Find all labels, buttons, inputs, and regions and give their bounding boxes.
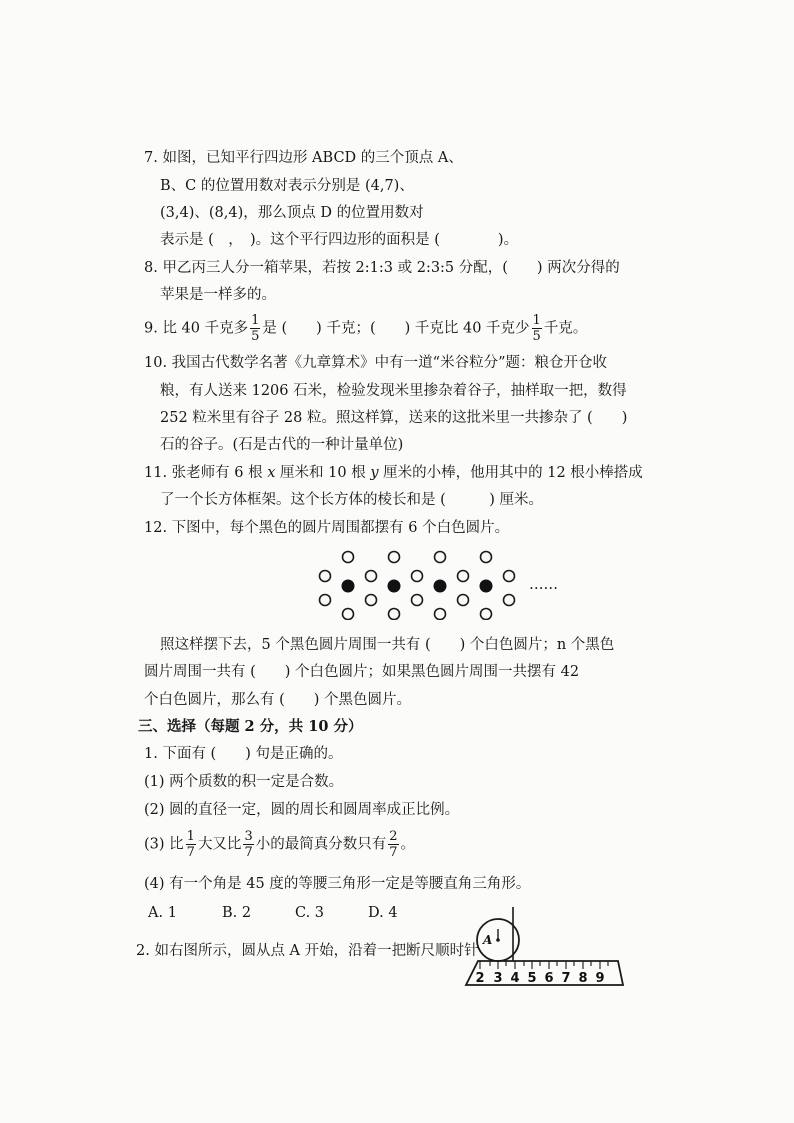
section-3-title: 三、选择（每题 2 分，共 10 分）: [138, 718, 363, 735]
s1-stem: 1. 下面有 ( ) 句是正确的。: [144, 746, 343, 762]
svg-text:A: A: [483, 933, 493, 947]
q9-text-3: 千克。: [543, 320, 588, 337]
ruler-digit: 4: [510, 971, 520, 986]
q12-line-3: 圆片周围一共有 ( ) 个白色圆片；如果黑色圆片周围一共摆有 42: [144, 664, 580, 680]
fraction-1-7: $\frac{1}{7}$: [186, 829, 195, 860]
fraction-3-7: $\frac{3}{7}$: [244, 829, 253, 860]
q7-line-4: 表示是 ( ， )。这个平行四边形的面积是 ( )。: [160, 232, 519, 248]
s1-option-4: (4) 有一个角是 45 度的等腰三角形一定是等腰直角三角形。: [144, 876, 531, 892]
q9-text-1: 9. 比 40 千克多: [144, 320, 249, 337]
q7-line-2: B、C 的位置用数对表示分别是 (4,7)、: [160, 178, 414, 194]
choice-c: C. 3: [295, 905, 325, 921]
fraction-2-7: $\frac{2}{7}$: [389, 829, 398, 860]
var-y: y: [370, 465, 379, 481]
ruler-digit: 6: [544, 971, 554, 986]
q9-text-2: 是 ( ) 千克；( ) 千克比 40 千克少: [262, 320, 530, 337]
ruler-digit: 5: [527, 971, 537, 986]
q10-line-4: 石的谷子。(石是古代的一种计量单位): [160, 437, 404, 453]
s1-option-3: (3) 比 $\frac{1}{7}$ 大又比 $\frac{3}{7}$ 小的最简真分数只有 $\frac{2}{7}$ 。: [144, 829, 415, 860]
q11-line-2: 了一个长方体框架。这个长方体的棱长和是 ( ) 厘米。: [160, 492, 544, 508]
q12-line-1: 12. 下图中，每个黑色的圆片周围都摆有 6 个白色圆片。: [144, 520, 510, 536]
q12-line-4: 个白色圆片，那么有 ( ) 个黑色圆片。: [144, 692, 412, 708]
choice-a: A. 1: [148, 905, 177, 921]
q12-line-2: 照这样摆下去，5 个黑色圆片周围一共有 ( ) 个白色圆片；n 个黑色: [160, 637, 615, 653]
s1-option-2: (2) 圆的直径一定，圆的周长和圆周率成正比例。: [144, 802, 460, 818]
ruler-digit: 7: [561, 971, 571, 986]
ruler-digit: 2: [475, 971, 485, 986]
q8-line-1: 8. 甲乙丙三人分一箱苹果，若按 2:1:3 或 2:3:5 分配，( ) 两次分得的: [144, 260, 620, 276]
q9-line: [144, 314, 587, 343]
q10-line-1: 10. 我国古代数学名著《九章算术》中有一道“米谷粒分”题：粮仓开仓收: [144, 355, 607, 371]
ruler-digit: 3: [493, 971, 503, 986]
q9-fraction-2: $\frac{1}{5}$: [532, 313, 541, 344]
pattern-ellipsis: ……: [529, 577, 558, 593]
choice-d: D. 4: [368, 905, 398, 921]
q9-fraction-1: $\frac{1}{5}$: [251, 313, 260, 344]
circle-ruler-figure: [458, 905, 628, 993]
q8-line-2: 苹果是一样多的。: [160, 287, 276, 303]
ruler-digit: 9: [595, 971, 605, 986]
q10-line-2: 粮，有人送来 1206 石米，检验发现米里掺杂着谷子，抽样取一把，数得: [160, 383, 627, 399]
q11-line-1: 11. 张老师有 6 根 x 厘米和 10 根 y 厘米的小棒，他用其中的 12 根小棒搭成: [144, 465, 643, 481]
q7-line-3: (3,4)、(8,4)，那么顶点 D 的位置用数对: [160, 205, 424, 221]
choice-b: B. 2: [222, 905, 252, 921]
s2-stem: 2. 如右图所示，圆从点 A 开始，沿着一把断尺顺时针: [136, 943, 479, 959]
q7-line-1: 7. 如图，已知平行四边形 ABCD 的三个顶点 A、: [144, 150, 463, 166]
q10-line-3: 252 粒米里有谷子 28 粒。照这样算，送来的这批米里一共掺杂了 ( ): [160, 410, 628, 426]
s1-option-1: (1) 两个质数的积一定是合数。: [144, 774, 344, 790]
ruler-digit: 8: [578, 971, 588, 986]
var-x: x: [267, 465, 276, 481]
